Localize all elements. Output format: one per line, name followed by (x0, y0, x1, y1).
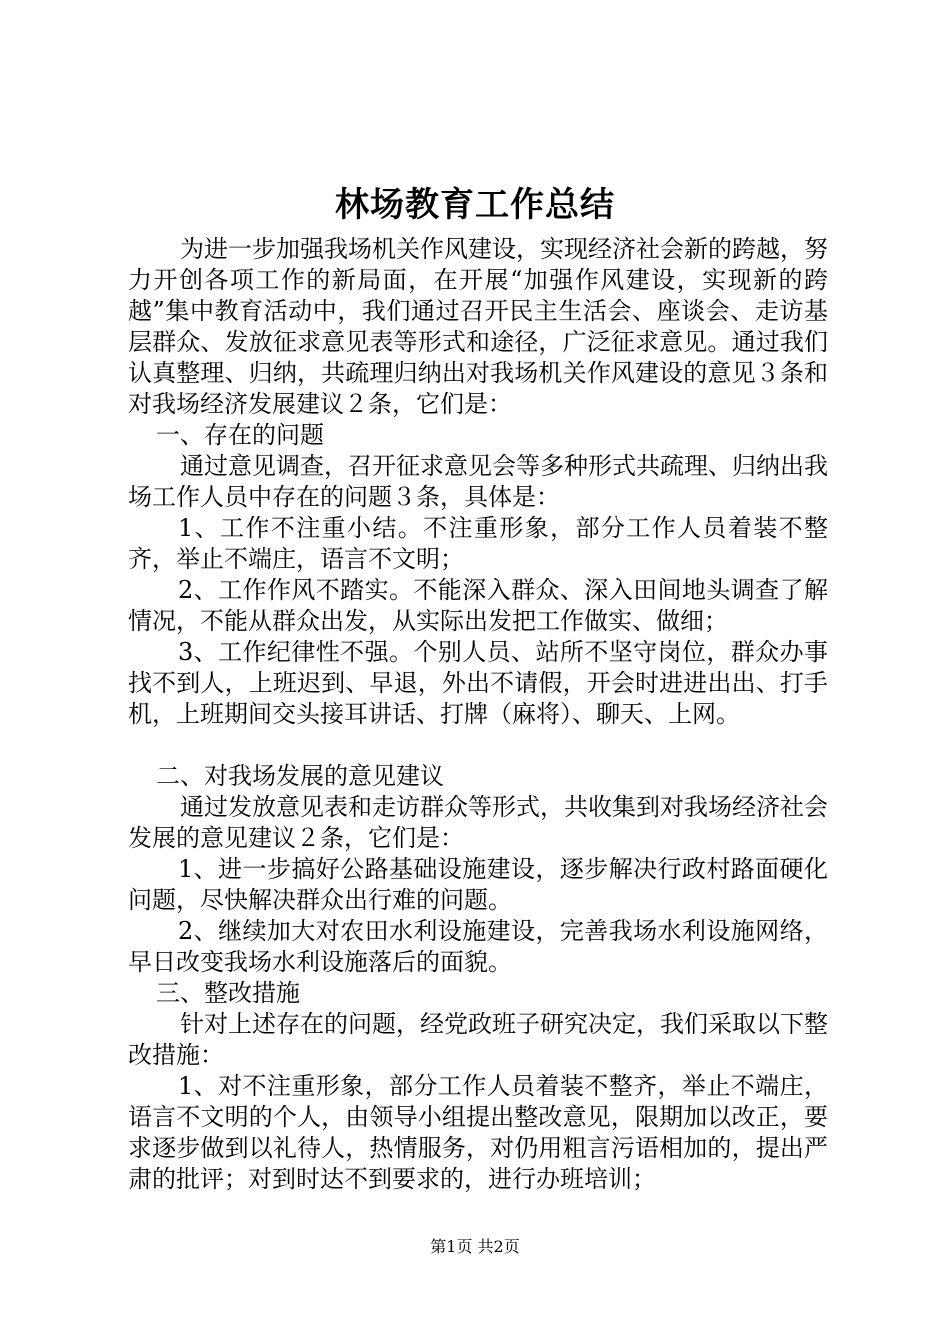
measure-item-1: 1、对不注重形象，部分工作人员着装不整齐，举止不端庄，语言不文明的个人，由领导小组提出整改意见，限期加以改正，要求逐步做到以礼待人，热情服务，对仍用粗言污语相加的，提出严肃的批评；对到时达不到要求的，进行办班培训； (128, 1072, 828, 1193)
blank-line (128, 730, 828, 761)
suggestion-item-2: 2、继续加大对农田水利设施建设，完善我场水利设施网络，早日改变我场水利设施落后的面貌。 (128, 917, 828, 976)
document-title: 林场教育工作总结 (335, 185, 615, 225)
problems-intro-paragraph: 通过意见调查，召开征求意见会等多种形式共疏理、归纳出我场工作人员中存在的问题３条，具体是： (128, 452, 828, 511)
section-heading-measures: 三、整改措施 (156, 979, 300, 1007)
suggestion-item-1: 1、进一步搞好公路基础设施建设，逐步解决行政村路面硬化问题，尽快解决群众出行难的问题。 (128, 855, 828, 914)
page-footer: 第1页 共2页 (430, 1237, 520, 1256)
problem-item-1: 1、工作不注重小结。不注重形象，部分工作人员着装不整齐，举止不端庄，语言不文明； (128, 514, 828, 573)
document-body (128, 234, 828, 1195)
measures-intro-paragraph: 针对上述存在的问题，经党政班子研究决定，我们采取以下整改措施： (128, 1010, 828, 1069)
section-heading-problems: 一、存在的问题 (156, 421, 324, 449)
problem-item-2: 2、工作作风不踏实。不能深入群众、深入田间地头调查了解情况，不能从群众出发，从实际出发把工作做实、做细； (128, 576, 828, 635)
section-heading-suggestions: 二、对我场发展的意见建议 (156, 762, 444, 790)
suggestions-intro-paragraph: 通过发放意见表和走访群众等形式，共收集到对我场经济社会发展的意见建议２条，它们是： (128, 793, 828, 852)
intro-paragraph: 为进一步加强我场机关作风建设，实现经济社会新的跨越，努力开创各项工作的新局面，在开展“加强作风建设，实现新的跨越”集中教育活动中，我们通过召开民主生活会、座谈会、走访基层群众、发放征求意见表等形式和途径，广泛征求意见。通过我们认真整理、归纳，共疏理归纳出对我场机关作风建设的意见３条和对我场经济发展建议２条，它们是： (128, 235, 828, 418)
problem-item-3: 3、工作纪律性不强。个别人员、站所不坚守岗位，群众办事找不到人，上班迟到、早退，外出不请假，开会时进进出出、打手机，上班期间交头接耳讲话、打牌（麻将）、聊天、上网。 (128, 638, 828, 728)
